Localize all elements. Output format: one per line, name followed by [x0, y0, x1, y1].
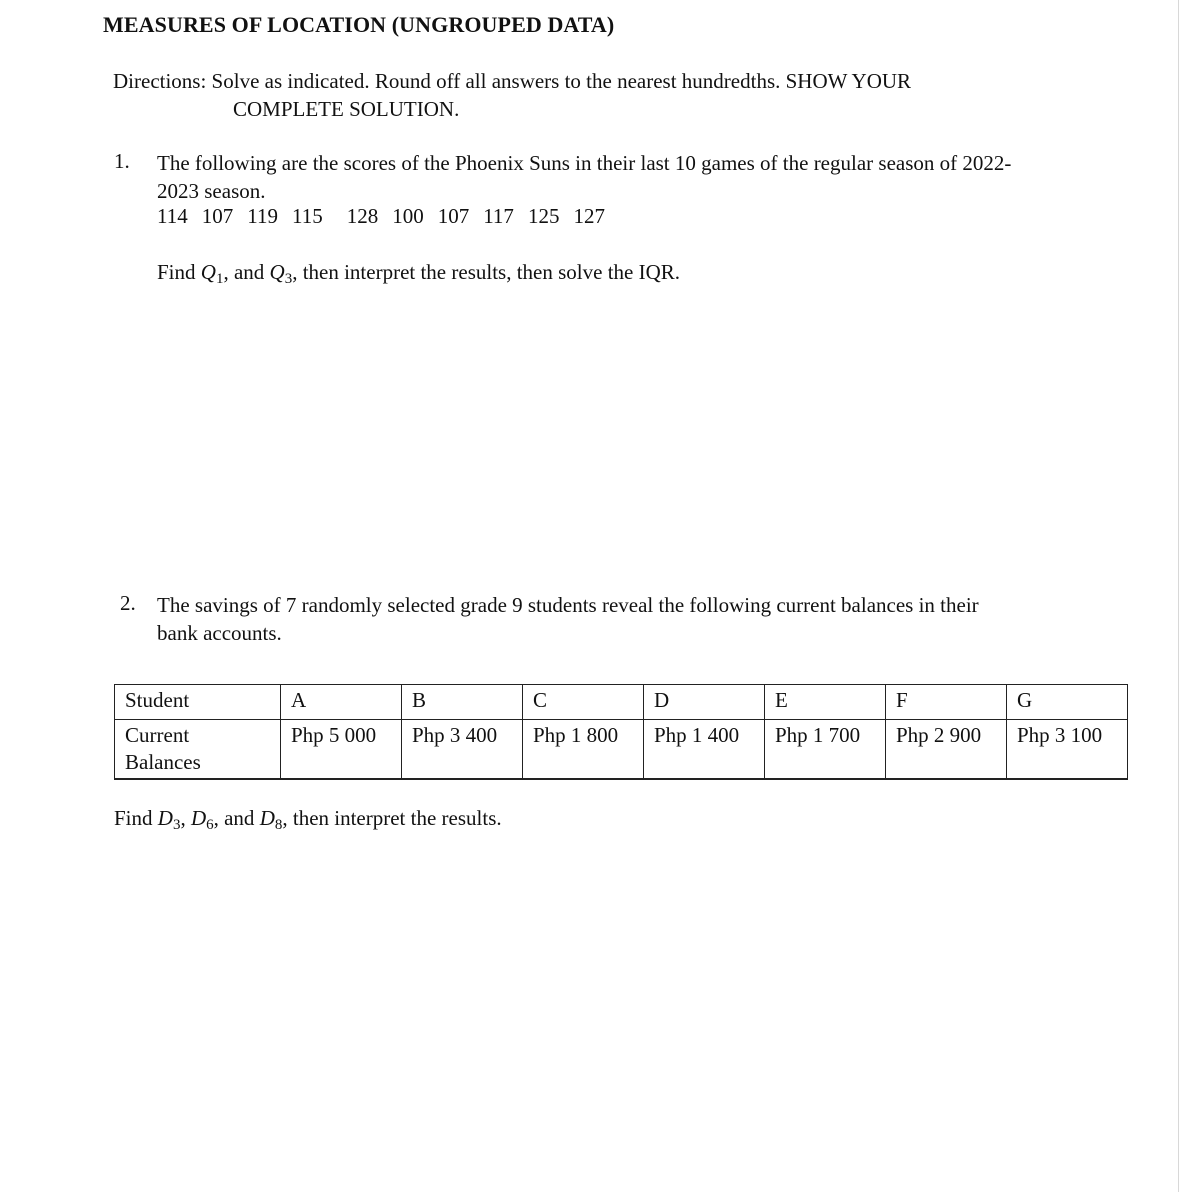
score-value: 127	[573, 204, 605, 228]
q3-symbol: Q	[269, 260, 285, 284]
student-cell: B	[402, 685, 523, 720]
balance-cell: Php 1 400	[644, 720, 765, 780]
question-2-text-line-2: bank accounts.	[157, 621, 282, 645]
score-value: 117	[483, 204, 514, 228]
d6-subscript: 6	[206, 817, 214, 833]
d3-symbol: D	[157, 806, 173, 830]
d6-symbol: D	[190, 806, 207, 830]
q3-subscript: 3	[284, 271, 293, 287]
question-1-number: 1.	[114, 149, 130, 173]
q1-subscript: 1	[215, 271, 224, 287]
score-value: 100	[392, 204, 424, 228]
instruction-separator: ,	[180, 806, 191, 830]
directions-line-2: COMPLETE SOLUTION.	[233, 97, 460, 121]
score-value: 114	[157, 204, 188, 228]
instruction-connector: , and	[223, 260, 270, 284]
student-cell: G	[1007, 685, 1128, 720]
question-1-text-line-2: 2023 season.	[157, 179, 266, 203]
student-cell: C	[523, 685, 644, 720]
instruction-prefix: Find	[157, 260, 201, 284]
scores-list	[157, 204, 619, 229]
question-1-instruction	[157, 260, 680, 285]
instruction-separator: , and	[213, 806, 260, 830]
instruction-prefix: Find	[114, 806, 158, 830]
balance-cell: Php 1 800	[523, 720, 644, 780]
score-value: 107	[437, 204, 470, 228]
q1-symbol: Q	[200, 260, 216, 284]
row-label-line-2: Balances	[125, 750, 201, 774]
question-2-text	[157, 591, 979, 647]
balance-cell: Php 3 400	[402, 720, 523, 780]
score-value: 128	[346, 204, 379, 228]
page-edge-divider	[1178, 0, 1179, 1192]
row-label-cell	[115, 720, 281, 780]
score-value: 107	[201, 204, 234, 228]
student-cell: E	[765, 685, 886, 720]
instruction-suffix: , then interpret the results, then solve the IQR.	[292, 260, 681, 284]
student-cell: A	[281, 685, 402, 720]
score-value: 115	[291, 204, 323, 228]
balance-cell: Php 5 000	[281, 720, 402, 780]
d3-subscript: 3	[172, 817, 181, 833]
balance-cell: Php 3 100	[1007, 720, 1128, 780]
d8-symbol: D	[259, 806, 275, 830]
header-label-cell: Student	[115, 685, 281, 720]
directions	[113, 67, 911, 123]
directions-line-1: Directions: Solve as indicated. Round off all answers to the nearest hundredths. SHOW YOUR	[113, 69, 912, 93]
d8-subscript: 8	[274, 817, 283, 833]
row-label-line-1: Current	[125, 723, 190, 747]
score-value: 125	[527, 204, 560, 228]
page-title: MEASURES OF LOCATION (UNGROUPED DATA)	[103, 12, 615, 37]
question-2-number: 2.	[120, 591, 136, 615]
instruction-suffix: , then interpret the results.	[282, 806, 502, 830]
table-header-row	[115, 685, 1128, 720]
student-cell: D	[644, 685, 765, 720]
score-value: 119	[247, 204, 278, 228]
balance-cell: Php 1 700	[765, 720, 886, 780]
table-row	[115, 720, 1128, 780]
balances-table	[114, 684, 1128, 780]
balance-cell: Php 2 900	[886, 720, 1007, 780]
question-2-text-line-1: The savings of 7 randomly selected grade 9 students reveal the following current balances in their	[157, 593, 979, 617]
student-cell: F	[886, 685, 1007, 720]
question-2-instruction	[114, 806, 502, 831]
question-1-text-line-1: The following are the scores of the Phoenix Suns in their last 10 games of the regular season of 2022-	[157, 151, 1012, 175]
question-1-text	[157, 149, 1011, 205]
